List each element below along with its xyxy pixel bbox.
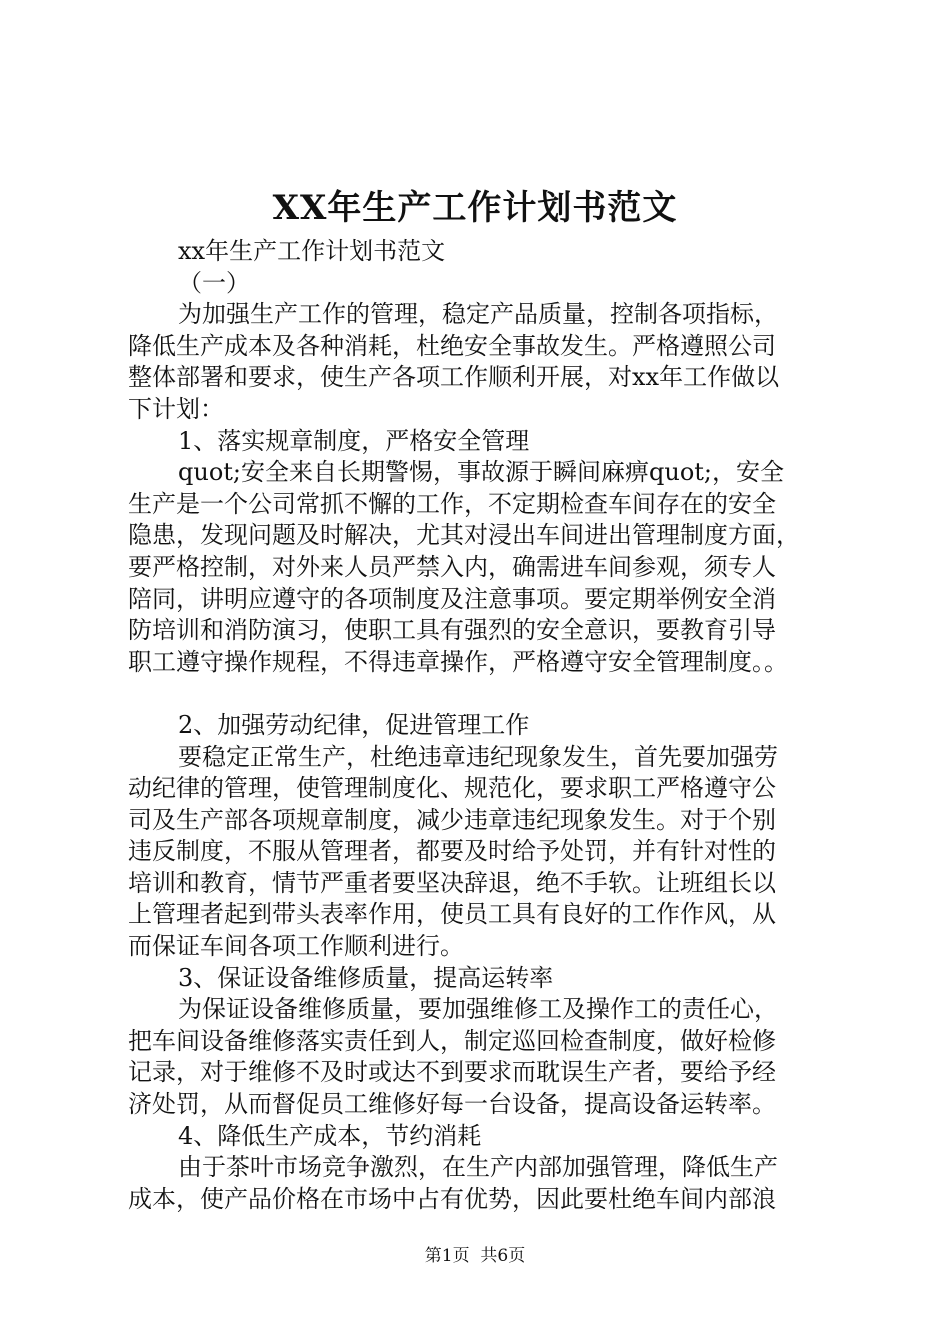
doc-line: 生产是一个公司常抓不懈的工作，不定期检查车间存在的安全 (128, 489, 776, 518)
doc-line: 隐患，发现问题及时解决，尤其对浸出车间进出管理制度方面， (128, 521, 800, 550)
doc-line: 由于茶叶市场竞争激烈，在生产内部加强管理，降低生产 (178, 1153, 778, 1182)
page-number-label: 第1页 共6页 (424, 1246, 526, 1266)
doc-line: 为加强生产工作的管理，稳定产品质量，控制各项指标， (178, 300, 778, 329)
doc-line: 降低生产成本及各种消耗，杜绝安全事故发生。严格遵照公司 (128, 331, 776, 360)
doc-line: 而保证车间各项工作顺利进行。 (128, 932, 464, 961)
doc-line: 动纪律的管理，使管理制度化、规范化，要求职工严格遵守公 (128, 774, 776, 803)
doc-line: 职工遵守操作规程，不得违章操作，严格遵守安全管理制度。。 (128, 647, 788, 676)
doc-line: 上管理者起到带头表率作用，使员工具有良好的工作作风，从 (128, 900, 776, 929)
doc-line: quot;安全来自长期警惕，事故源于瞬间麻痹quot;，安全 (178, 458, 784, 487)
section-heading: 3、保证设备维修质量，提高运转率 (178, 963, 554, 992)
doc-line: 把车间设备维修落实责任到人，制定巡回检查制度，做好检修 (128, 1026, 776, 1055)
doc-line: 为保证设备维修质量，要加强维修工及操作工的责任心， (178, 995, 778, 1024)
doc-line: 记录，对于维修不及时或达不到要求而耽误生产者，要给予经 (128, 1058, 776, 1087)
doc-line: 司及生产部各项规章制度，减少违章违纪现象发生。对于个别 (128, 805, 776, 834)
section-heading: 4、降低生产成本，节约消耗 (178, 1121, 482, 1150)
doc-line: 要稳定正常生产，杜绝违章违纪现象发生，首先要加强劳 (178, 742, 778, 771)
document-body (128, 236, 828, 1215)
doc-line: 防培训和消防演习，使职工具有强烈的安全意识，要教育引导 (128, 616, 776, 645)
doc-line: （一） (178, 268, 250, 297)
doc-line: 下计划： (128, 394, 224, 423)
doc-line: 陪同，讲明应遵守的各项制度及注意事项。要定期举例安全消 (128, 584, 776, 613)
blank-line (128, 678, 828, 710)
doc-line: 要严格控制，对外来人员严禁入内，确需进车间参观，须专人 (128, 552, 776, 581)
document-title: XX年生产工作计划书范文 (272, 188, 678, 228)
doc-line: 培训和教育，情节严重者要坚决辞退，绝不手软。让班组长以 (128, 868, 776, 897)
doc-line: 违反制度，不服从管理者，都要及时给予处罚，并有针对性的 (128, 837, 776, 866)
doc-line: 济处罚，从而督促员工维修好每一台设备，提高设备运转率。 (128, 1090, 776, 1119)
section-heading: 2、加强劳动纪律，促进管理工作 (178, 710, 530, 739)
section-heading: 1、落实规章制度，严格安全管理 (178, 426, 530, 455)
doc-line: xx年生产工作计划书范文 (178, 237, 446, 265)
page-footer (0, 1244, 950, 1268)
doc-line: 成本，使产品价格在市场中占有优势，因此要杜绝车间内部浪 (128, 1184, 776, 1213)
doc-line: 整体部署和要求，使生产各项工作顺利开展，对xx年工作做以 (128, 363, 780, 392)
